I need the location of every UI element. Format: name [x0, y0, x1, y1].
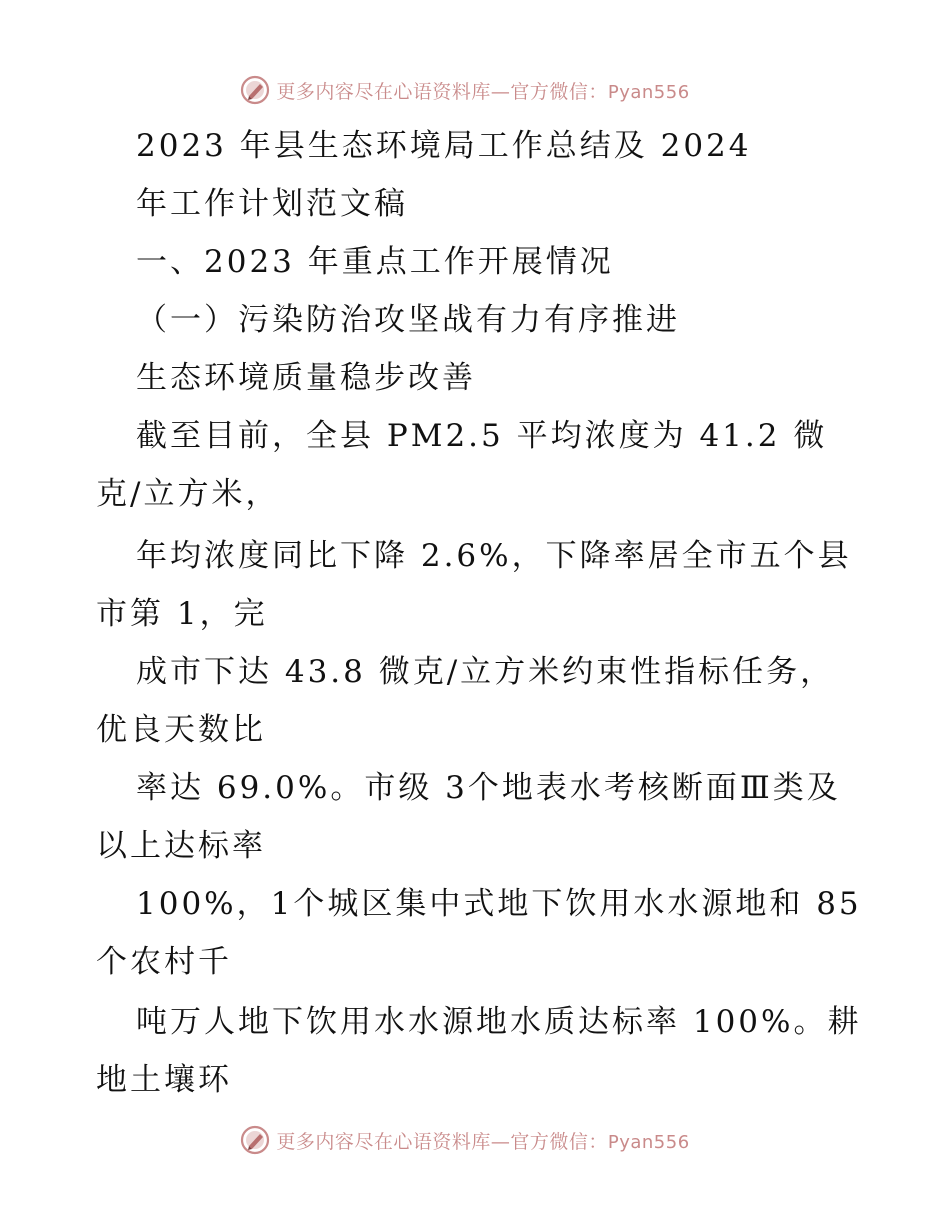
watermark-prefix: 更多内容尽在心语资料库—官方微信：: [276, 80, 608, 103]
pen-seal-icon: [240, 75, 270, 105]
watermark-header: [0, 72, 950, 108]
section-heading: 一、2023 年重点工作开展情况: [136, 244, 614, 280]
paragraph-line: 成市下达 43.8 微克/立方米约束性指标任务，: [136, 654, 835, 690]
paragraph-line: 率达 69.0%。市级 3个地表水考核断面Ⅲ类及: [136, 770, 841, 806]
paragraph-line: 截至目前，全县 PM2.5 平均浓度为 41.2 微: [136, 418, 828, 454]
watermark-prefix: 更多内容尽在心语资料库—官方微信：: [276, 1130, 608, 1153]
paragraph-line: 年均浓度同比下降 2.6%，下降率居全市五个县: [136, 538, 852, 574]
doc-title-line-1: 2023 年县生态环境局工作总结及 2024: [136, 128, 752, 164]
paragraph-line: 以上达标率: [96, 828, 266, 864]
paragraph-line: 个农村千: [96, 944, 232, 980]
watermark-footer: [0, 1122, 950, 1158]
watermark-text: [276, 1127, 689, 1154]
paragraph-line: 100%，1个城区集中式地下饮用水水源地和 85: [136, 886, 862, 922]
doc-title-line-2: 年工作计划范文稿: [136, 186, 408, 222]
paragraph-line: 吨万人地下饮用水水源地水质达标率 100%。耕: [136, 1004, 862, 1040]
paragraph-line: 优良天数比: [96, 712, 266, 748]
watermark-id: Pyan556: [607, 81, 690, 103]
subsection-heading: （一）污染防治攻坚战有力有序推进: [136, 302, 680, 338]
paragraph-line: 克/立方米，: [96, 476, 280, 512]
watermark-id: Pyan556: [607, 1131, 690, 1153]
sub-heading: 生态环境质量稳步改善: [136, 360, 476, 396]
paragraph-line: 地土壤环: [96, 1062, 232, 1098]
pen-seal-icon: [240, 1125, 270, 1155]
watermark-text: [276, 77, 689, 104]
paragraph-line: 市第 1，完: [96, 596, 268, 632]
